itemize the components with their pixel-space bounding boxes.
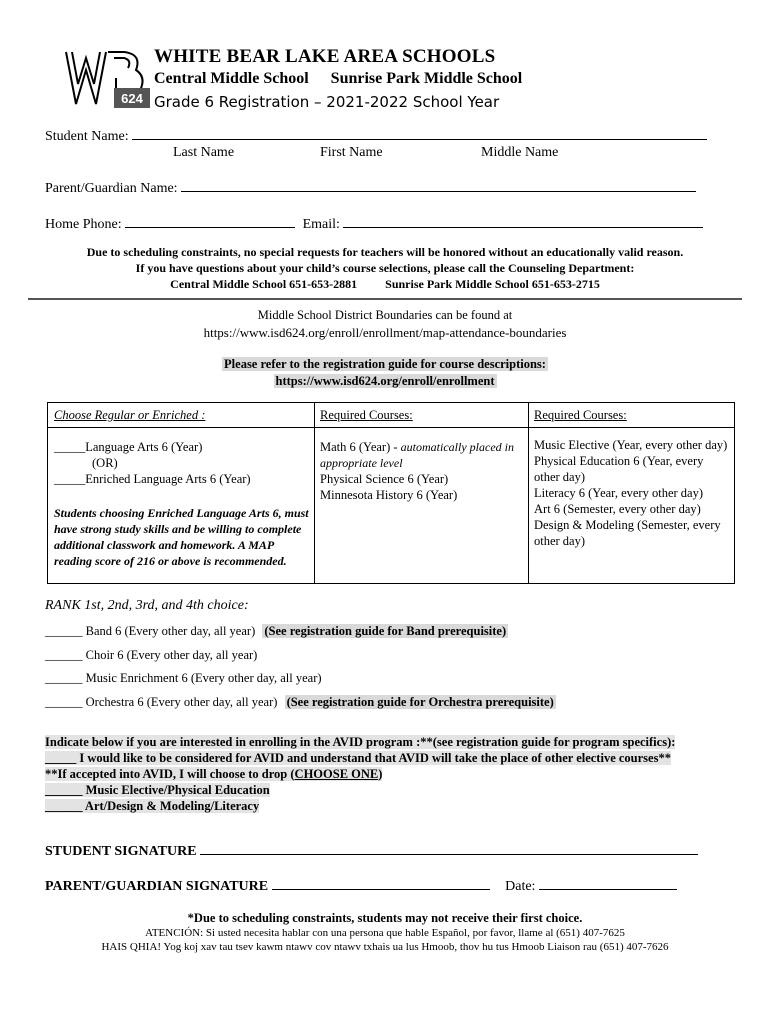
district-title: WHITE BEAR LAKE AREA SCHOOLS — [154, 46, 496, 67]
school-sunrise: Sunrise Park Middle School — [330, 70, 523, 87]
course-table — [47, 402, 735, 584]
district-logo — [64, 48, 152, 110]
or-label: (OR) — [92, 456, 118, 470]
guide-block — [40, 356, 730, 390]
avid-drop-music-pe[interactable]: ______ Music Elective/Physical Education — [45, 783, 270, 797]
col1-header: Choose Regular or Enriched : — [54, 408, 206, 422]
rank-item-choir[interactable]: ______ Choir 6 (Every other day, all year) — [45, 648, 258, 662]
central-contact: Central Middle School 651-653-2881 — [170, 277, 358, 291]
math-course: Math 6 (Year) - automatically placed in appropriate level — [320, 440, 514, 470]
school-central: Central Middle School — [154, 70, 309, 87]
notice-contacts — [40, 276, 730, 292]
student-name-input[interactable] — [132, 127, 707, 140]
avid-drop-instruction: **If accepted into AVID, I will choose to drop (CHOOSE ONE) — [45, 767, 383, 781]
first-choice-note: *Due to scheduling constraints, students may not receive their first choice. — [187, 911, 583, 925]
guide-text: Please refer to the registration guide for course descriptions: — [224, 357, 546, 371]
divider — [28, 298, 742, 300]
table-divider-2 — [528, 403, 529, 583]
parent-signature-row — [45, 877, 677, 895]
col2-header: Required Courses: — [320, 408, 413, 422]
date-input[interactable] — [539, 877, 677, 890]
avid-block — [45, 734, 675, 814]
music-elective-course: Music Elective (Year, every other day) — [534, 438, 728, 452]
middle-name-label: Middle Name — [481, 145, 559, 160]
physical-science-course: Physical Science 6 (Year) — [320, 472, 449, 486]
contact-row — [45, 215, 703, 233]
parent-name-input[interactable] — [181, 179, 696, 192]
home-phone-input[interactable] — [125, 215, 295, 228]
minnesota-history-course: Minnesota History 6 (Year) — [320, 488, 458, 502]
boundaries-block — [40, 307, 730, 341]
rank-item-music-enrichment[interactable]: ______ Music Enrichment 6 (Every other day, all year) — [45, 671, 322, 685]
design-modeling-course: Design & Modeling (Semester, every other day) — [534, 518, 721, 548]
parent-name-row — [45, 179, 696, 197]
rank-item-band[interactable]: ______ Band 6 (Every other day, all year) (See registration guide for Band prerequisite) — [45, 624, 507, 638]
rank-item-orchestra[interactable]: ______ Orchestra 6 (Every other day, all year) (See registration guide for Orchestra prerequisite) — [45, 695, 554, 709]
sunrise-contact: Sunrise Park Middle School 651-653-2715 — [385, 277, 600, 291]
email-label: Email: — [302, 217, 340, 232]
first-name-label: First Name — [320, 145, 383, 160]
logo-badge: 624 — [121, 91, 143, 106]
avid-intro: Indicate below if you are interested in enrolling in the AVID program :**(see registration guide for program specifics): — [45, 735, 676, 749]
boundaries-text: Middle School District Boundaries can be found at — [257, 308, 513, 322]
student-signature-row — [45, 842, 698, 860]
spanish-notice: ATENCIÓN: Si usted necesita hablar con una persona que hable Español, por favor, llame al (651) 407-7625 — [145, 927, 625, 939]
form-title: Grade 6 Registration – 2021-2022 School Year — [154, 93, 500, 111]
parent-signature-label: PARENT/GUARDIAN SIGNATURE — [45, 879, 269, 894]
avid-drop-art-design[interactable]: ______ Art/Design & Modeling/Literacy — [45, 799, 260, 813]
home-phone-label: Home Phone: — [45, 217, 122, 232]
avid-consider-option[interactable]: _____ I would like to be considered for AVID and understand that AVID will take the place of other elective courses** — [45, 751, 671, 765]
scheduling-notice — [40, 244, 730, 292]
date-label: Date: — [505, 879, 536, 894]
notice-line-1: Due to scheduling constraints, no special requests for teachers will be honored without an educationally valid reason. — [86, 245, 684, 259]
student-signature-input[interactable] — [200, 842, 698, 855]
table-header-rule — [48, 427, 734, 428]
physical-education-course: Physical Education 6 (Year, every other day) — [534, 454, 704, 484]
school-names — [154, 70, 522, 88]
last-name-label: Last Name — [173, 145, 235, 160]
parent-name-label: Parent/Guardian Name: — [45, 181, 178, 196]
art-course: Art 6 (Semester, every other day) — [534, 502, 701, 516]
language-arts-option[interactable]: _____Language Arts 6 (Year) — [54, 440, 203, 454]
student-name-label: Student Name: — [45, 129, 129, 144]
student-name-row — [45, 127, 707, 145]
boundaries-link[interactable]: https://www.isd624.org/enroll/enrollment/map-attendance-boundaries — [203, 325, 567, 340]
enriched-language-arts-option[interactable]: _____Enriched Language Arts 6 (Year) — [54, 472, 251, 486]
student-signature-label: STUDENT SIGNATURE — [45, 844, 197, 859]
hmong-notice: HAIS QHIA! Yog koj xav tau tsev kawm ntawv cov ntawv txhais ua lus Hmoob, thov hu tus Hmoob Liaison rau (651) 407-7626 — [101, 941, 669, 953]
guide-link[interactable]: https://www.isd624.org/enroll/enrollment — [275, 374, 495, 388]
col3-header: Required Courses: — [534, 408, 627, 422]
parent-signature-input[interactable] — [272, 877, 490, 890]
table-divider-1 — [314, 403, 315, 583]
rank-title: RANK 1st, 2nd, 3rd, and 4th choice: — [45, 598, 249, 613]
literacy-course: Literacy 6 (Year, every other day) — [534, 486, 703, 500]
notice-line-2: If you have questions about your child’s course selections, please call the Counseling Department: — [135, 261, 635, 275]
enriched-note: Students choosing Enriched Language Arts 6, must have strong study skills and be willing to complete additional classwork and homework. A MAP reading score of 216 or above is recommended. — [54, 506, 309, 568]
email-input[interactable] — [343, 215, 703, 228]
col3-list — [534, 437, 730, 549]
